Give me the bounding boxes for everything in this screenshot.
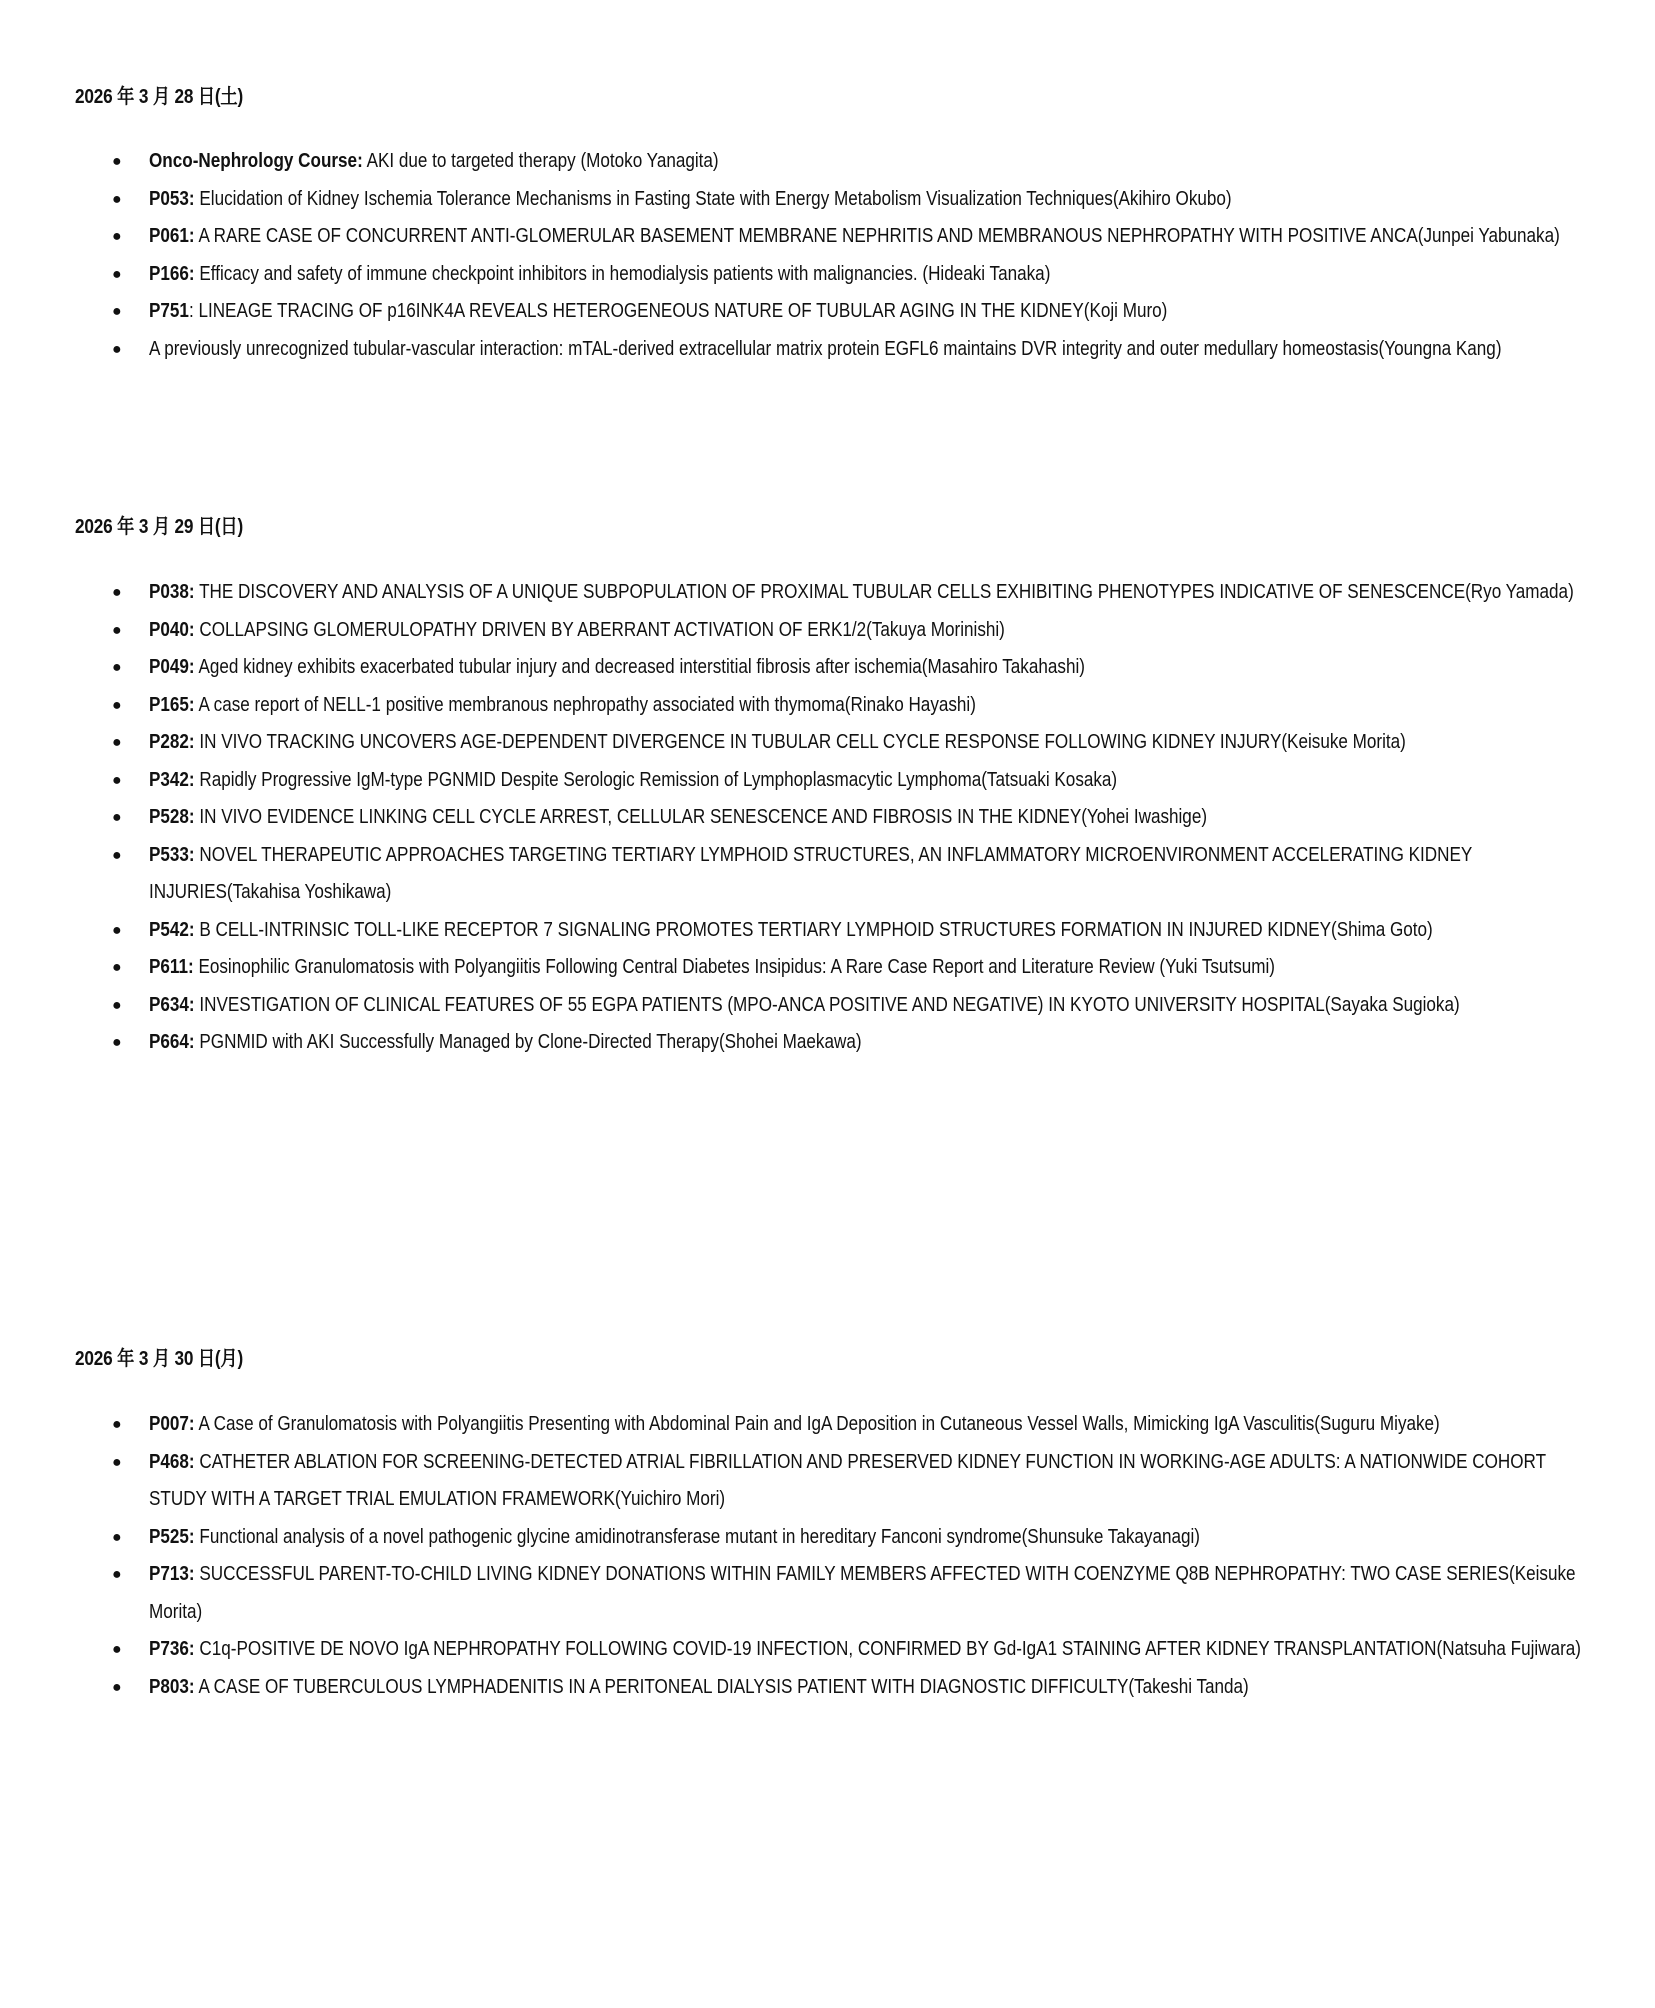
presenter-name: (Rinako Hayashi) <box>844 693 976 716</box>
presentation-code: P528: <box>149 806 195 828</box>
presentation-code: P061: <box>149 225 195 247</box>
presentation-title: Efficacy and safety of immune checkpoint inhibitors in hemodialysis patients with malignancies. <box>194 262 923 285</box>
bullet-icon: ● <box>112 340 122 358</box>
presentation-title: A RARE CASE OF CONCURRENT ANTI-GLOMERULAR BASEMENT MEMBRANE NEPHRITIS AND MEMBRANOUS NEPHROPATHY WITH POSITIVE ANCA <box>194 225 1418 247</box>
presentation-title: Functional analysis of a novel pathogenic glycine amidinotransferase mutant in hereditary Fanconi syndrome <box>194 1525 1022 1548</box>
presentation-title: Rapidly Progressive IgM-type PGNMID Despite Serologic Remission of Lymphoplasmacytic Lymphoma <box>194 768 982 791</box>
list-item <box>0 687 1655 725</box>
presenter-name: (Sayaka Sugioka) <box>1324 993 1460 1016</box>
presentation-code: P038: <box>149 581 195 603</box>
bullet-icon: ● <box>112 1528 122 1546</box>
presenter-name: (Takuya Morinishi) <box>866 618 1005 641</box>
presentation-code: P542: <box>149 918 195 941</box>
presentation-code: P342: <box>149 768 195 791</box>
bullet-icon: ● <box>112 584 122 601</box>
presenter-name: (Yuki Tsutsumi) <box>1159 956 1275 978</box>
presenter-name: (Shunsuke Takayanagi) <box>1021 1525 1200 1548</box>
presenter-name: (Hideaki Tanaka) <box>922 262 1051 285</box>
bullet-icon: ● <box>112 959 122 976</box>
presentation-code: P533: <box>149 843 195 866</box>
day-heading: 2026 年 3 月 29 日(日) <box>75 516 244 538</box>
list-item <box>0 612 1655 650</box>
list-item <box>0 181 1655 219</box>
bullet-icon: ● <box>112 996 122 1014</box>
presentation-title: PGNMID with AKI Successfully Managed by Clone-Directed Therapy <box>194 1031 719 1053</box>
list-item <box>0 293 1655 331</box>
list-item <box>0 1631 1655 1669</box>
list-item <box>0 218 1655 256</box>
day-heading: 2026 年 3 月 28 日(土) <box>75 86 244 108</box>
presenter-name: (Shohei Maekawa) <box>718 1031 862 1053</box>
presentation-code: P751 <box>149 300 189 322</box>
presenter-name: (Ryo Yamada) <box>1465 581 1574 603</box>
bullet-icon: ● <box>112 809 122 826</box>
bullet-icon: ● <box>112 734 122 751</box>
list-item <box>0 1406 1655 1444</box>
bullet-icon: ● <box>112 696 122 714</box>
presentation-code: P166: <box>149 262 195 285</box>
bullet-icon: ● <box>112 1416 122 1433</box>
presentation-title: SUCCESSFUL PARENT-TO-CHILD LIVING KIDNEY DONATIONS WITHIN FAMILY MEMBERS AFFECTED WITH COENZYME Q8B NEPHROPATHY: TWO CASE SERIES <box>194 1563 1509 1585</box>
presentation-title: B CELL-INTRINSIC TOLL-LIKE RECEPTOR 7 SIGNALING PROMOTES TERTIARY LYMPHOID STRUCTURES FORMATION IN INJURED KIDNEY <box>194 918 1332 941</box>
list-item <box>0 724 1655 762</box>
presenter-name: (Keisuke Morita) <box>149 1563 1576 1623</box>
bullet-icon: ● <box>112 153 122 170</box>
bullet-icon: ● <box>112 771 122 789</box>
presenter-name: (Koji Muro) <box>1083 300 1168 322</box>
list-item <box>0 256 1655 294</box>
presentation-code: P049: <box>149 656 195 678</box>
presentation-title: A case report of NELL-1 positive membranous nephropathy associated with thymoma <box>194 693 845 716</box>
presentation-list <box>0 1406 1655 1706</box>
list-item <box>0 762 1655 800</box>
presentation-title: Elucidation of Kidney Ischemia Tolerance Mechanisms in Fasting State with Energy Metabolism Visualization Techniques <box>194 187 1113 210</box>
presentation-code: P053: <box>149 187 195 210</box>
bullet-icon: ● <box>112 265 122 283</box>
bullet-icon: ● <box>112 621 122 639</box>
presenter-name: (Suguru Miyake) <box>1314 1413 1440 1435</box>
presenter-name: (Junpei Yabunaka) <box>1417 225 1560 247</box>
presenter-name: (Akihiro Okubo) <box>1112 187 1232 210</box>
bullet-icon: ● <box>112 1034 122 1051</box>
list-item <box>0 1669 1655 1707</box>
presentation-title: Eosinophilic Granulomatosis with Polyangiitis Following Central Diabetes Insipidus: A Rare Case Report and Literature Review <box>193 956 1160 978</box>
list-item <box>0 912 1655 950</box>
presentation-code: P664: <box>149 1031 195 1053</box>
presenter-name: (Youngna Kang) <box>1378 337 1502 360</box>
presentation-title: CATHETER ABLATION FOR SCREENING-DETECTED ATRIAL FIBRILLATION AND PRESERVED KIDNEY FUNCTION IN WORKING-AGE ADULTS: A NATIONWIDE COHORT STUDY WITH A TARGET TRIAL EMULATION FRAMEWORK <box>149 1450 1546 1510</box>
presentation-title: IN VIVO TRACKING UNCOVERS AGE-DEPENDENT DIVERGENCE IN TUBULAR CELL CYCLE RESPONSE FOLLOWING KIDNEY INJURY <box>194 731 1282 753</box>
presentation-code: P040: <box>149 618 195 641</box>
presenter-name: (Shima Goto) <box>1331 918 1433 941</box>
presenter-name: (Masahiro Takahashi) <box>921 656 1085 678</box>
list-item <box>0 949 1655 987</box>
bullet-icon: ● <box>112 228 122 245</box>
presentation-title: : LINEAGE TRACING OF p16INK4A REVEALS HETEROGENEOUS NATURE OF TUBULAR AGING IN THE KIDNEY <box>188 300 1084 322</box>
list-item <box>0 331 1655 369</box>
presentation-title: THE DISCOVERY AND ANALYSIS OF A UNIQUE SUBPOPULATION OF PROXIMAL TUBULAR CELLS EXHIBITING PHENOTYPES INDICATIVE OF SENESCENCE <box>194 581 1466 603</box>
presentation-title: A CASE OF TUBERCULOUS LYMPHADENITIS IN A PERITONEAL DIALYSIS PATIENT WITH DIAGNOSTIC DIFFICULTY <box>194 1675 1129 1698</box>
presenter-name: (Natsuha Fujiwara) <box>1436 1638 1581 1660</box>
presentation-code: P165: <box>149 693 195 716</box>
presentation-code: P803: <box>149 1675 195 1698</box>
list-item <box>0 837 1655 912</box>
presentation-title: COLLAPSING GLOMERULOPATHY DRIVEN BY ABERRANT ACTIVATION OF ERK1/2 <box>194 618 867 641</box>
presentation-code: P713: <box>149 1563 195 1585</box>
list-item <box>0 1519 1655 1557</box>
day-heading: 2026 年 3 月 30 日(月) <box>75 1348 244 1370</box>
presenter-name: (Takahisa Yoshikawa) <box>226 881 392 903</box>
list-item <box>0 1444 1655 1519</box>
presentation-title: IN VIVO EVIDENCE LINKING CELL CYCLE ARREST, CELLULAR SENESCENCE AND FIBROSIS IN THE KIDNEY <box>194 806 1082 828</box>
presenter-name: (Yuichiro Mori) <box>614 1488 726 1510</box>
presentation-code: P282: <box>149 731 195 753</box>
presentation-list <box>0 143 1655 368</box>
bullet-icon: ● <box>112 1453 122 1471</box>
bullet-icon: ● <box>112 1678 122 1696</box>
presentation-title: NOVEL THERAPEUTIC APPROACHES TARGETING TERTIARY LYMPHOID STRUCTURES, AN INFLAMMATORY MICROENVIRONMENT ACCELERATING KIDNEY INJURIES <box>149 843 1473 903</box>
bullet-icon: ● <box>112 303 122 320</box>
presentation-code: P007: <box>149 1413 195 1435</box>
presentation-list <box>0 574 1655 1062</box>
presentation-code: P468: <box>149 1450 195 1473</box>
bullet-icon: ● <box>112 659 122 676</box>
presenter-name: (Motoko Yanagita) <box>580 150 719 172</box>
presenter-name: (Keisuke Morita) <box>1281 731 1406 753</box>
presentation-title: A previously unrecognized tubular-vascular interaction: mTAL-derived extracellular matrix protein EGFL6 maintains DVR integrity and outer medullary homeostasis <box>149 337 1379 360</box>
list-item <box>0 1556 1655 1631</box>
bullet-icon: ● <box>112 846 122 864</box>
bullet-icon: ● <box>112 921 122 939</box>
presentation-title: INVESTIGATION OF CLINICAL FEATURES OF 55 EGPA PATIENTS (MPO-ANCA POSITIVE AND NEGATIVE) IN KYOTO UNIVERSITY HOSPITAL <box>194 993 1325 1016</box>
presentation-code: P525: <box>149 1525 195 1548</box>
presentation-title: Aged kidney exhibits exacerbated tubular injury and decreased interstitial fibrosis after ischemia <box>194 656 922 678</box>
list-item <box>0 799 1655 837</box>
list-item <box>0 649 1655 687</box>
presentation-code: Onco-Nephrology Course: <box>149 150 363 172</box>
presenter-name: (Takeshi Tanda) <box>1128 1675 1249 1698</box>
presenter-name: (Tatsuaki Kosaka) <box>981 768 1118 791</box>
presentation-code: P736: <box>149 1638 195 1660</box>
list-item <box>0 1024 1655 1062</box>
presentation-title: C1q-POSITIVE DE NOVO IgA NEPHROPATHY FOLLOWING COVID-19 INFECTION, CONFIRMED BY Gd-IgA1 STAINING AFTER KIDNEY TRANSPLANTATION <box>194 1638 1437 1660</box>
presentation-title: AKI due to targeted therapy <box>362 150 576 172</box>
bullet-icon: ● <box>112 190 122 208</box>
list-item <box>0 143 1655 181</box>
presentation-code: P611: <box>149 956 194 978</box>
presentation-title: A Case of Granulomatosis with Polyangiitis Presenting with Abdominal Pain and IgA Deposition in Cutaneous Vessel Walls, Mimicking IgA Vasculitis <box>194 1413 1315 1435</box>
list-item <box>0 574 1655 612</box>
bullet-icon: ● <box>112 1641 122 1658</box>
bullet-icon: ● <box>112 1566 122 1583</box>
presenter-name: (Yohei Iwashige) <box>1081 806 1208 828</box>
presentation-code: P634: <box>149 993 195 1016</box>
list-item <box>0 987 1655 1025</box>
